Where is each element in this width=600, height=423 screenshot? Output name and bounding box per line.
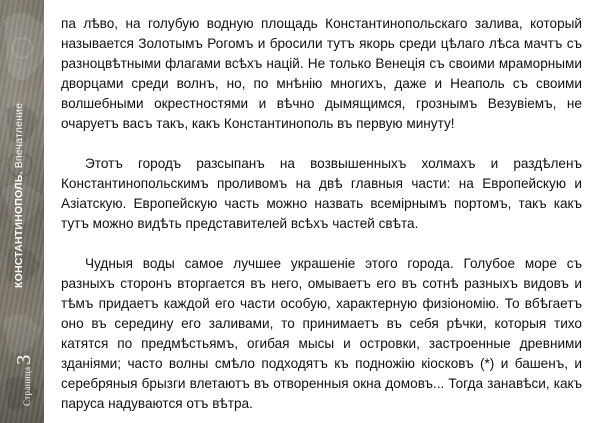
page-indicator — [13, 355, 36, 406]
paragraph-1: па лѣво, на голубую водную площадь Константинопольскаго залива, который называется Золотымъ Рогомъ и бросили тутъ якорь среди цѣлаго лѣса мачтъ съ разноцвѣтными флагами всѣхъ націй. Не только Венеція съ своими мраморными дворцами среди волнъ, но, по мнѣнію многихъ, даже и Неаполь съ своими волшебными окрестностями и вѣчно дымящимся, грознымъ Везувіемъ, не очаруетъ васъ такъ, какъ Константинополь въ первую минуту! — [61, 16, 582, 131]
page-word: Страница — [22, 366, 32, 406]
sidebar-title-main: КОНСТАНТИНОПОЛЬ. — [13, 171, 25, 288]
paragraph-2: Этотъ городъ разсыпанъ на возвышенныхъ холмахъ и раздѣленъ Константинопольскимъ проливомъ на двѣ главныя части: на Европейскую и Азіатскую. Европейскую часть можно назвать всемірнымъ портомъ, такъ какъ тутъ можно видѣть представителей всѣхъ частей свѣта. — [61, 156, 582, 231]
sidebar-title — [13, 103, 25, 288]
page-number: 3 — [13, 354, 35, 365]
sidebar-title-sub: Впечатление — [13, 102, 25, 172]
sidebar-band — [0, 0, 44, 423]
paragraph-3: Чудныя воды самое лучшее украшеніе этого города. Голубое море съ разныхъ сторонъ вторгается въ него, омываетъ его въ сотнѣ разныхъ видовъ и тѣмъ придаетъ каждой его части особую, характерную физіономію. То вбѣгаетъ оно въ середину его заливами, то принимаетъ въ себя рѣчки, которыя тихо катятся по предмѣстьямъ, огибая мысы и островки, застроенные древними зданіями; часто волны смѣло подходятъ къ подножію кіосковъ (*) и башенъ, и серебряныя брызги влетаютъ въ отворенныя окна домовъ... Тогда занавѣси, какъ паруса надуваются отъ вѣтра. — [61, 256, 582, 411]
body-text — [61, 14, 582, 414]
